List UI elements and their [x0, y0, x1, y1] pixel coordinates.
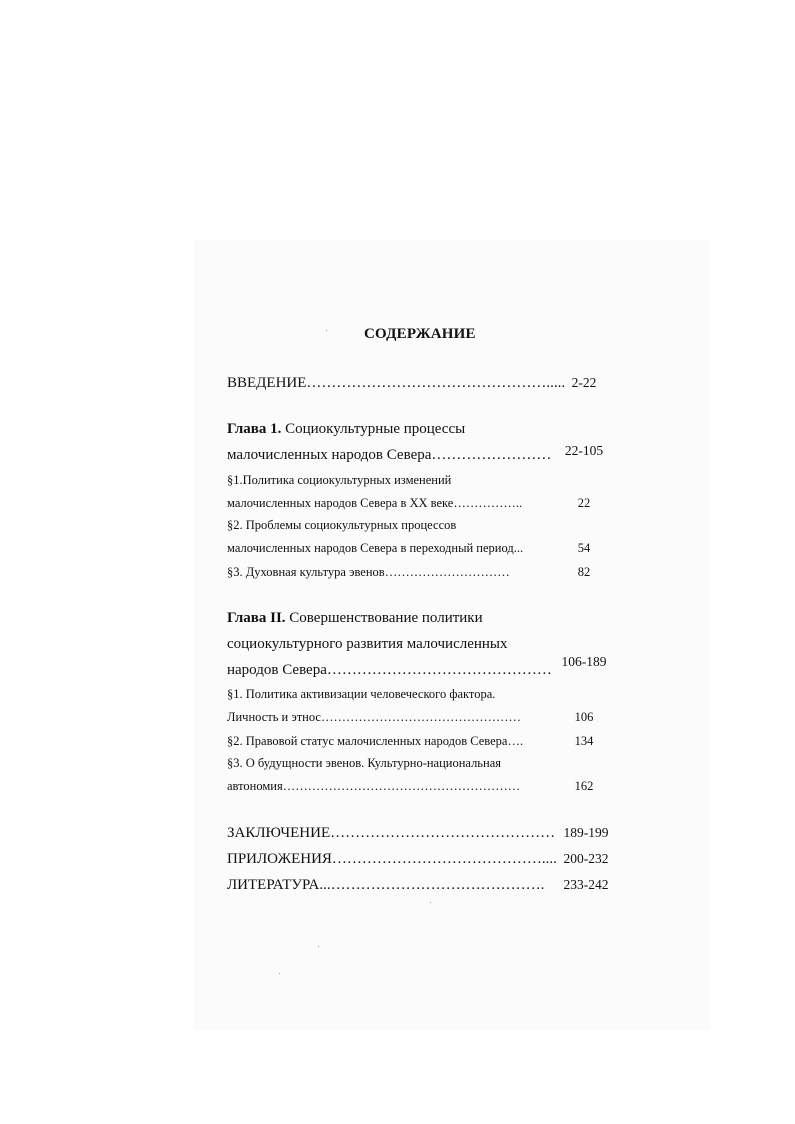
toc-dots: …………….. [453, 496, 523, 510]
toc-page-section1-1: 22 [577, 496, 591, 510]
toc-dots: …………………… [431, 447, 552, 463]
toc-page-chapter1: 22-105 [564, 443, 604, 458]
toc-dots: ………………………………………………… [282, 779, 521, 793]
chapter-number: Глава II. [227, 610, 286, 626]
toc-page-section1-2: 54 [577, 541, 591, 555]
scan-speck [279, 973, 280, 974]
toc-dots: …………………………………….... [331, 851, 557, 867]
toc-chapter1-heading [227, 422, 465, 437]
toc-page-literature: 233-242 [563, 877, 609, 892]
toc-label: ЗАКЛЮЧЕНИЕ [227, 825, 331, 841]
section-title-cont: малочисленных народов Севера в XX веке [227, 496, 454, 510]
toc-section2-3-line2 [227, 780, 520, 793]
toc-dots: ...……………………………………. [319, 877, 545, 893]
section-title-cont: Личность и этнос [227, 710, 321, 724]
chapter-title: Социокультурные процессы [285, 421, 466, 437]
toc-section2-1-line1: §1. Политика активизации человеческого фактора. [227, 687, 496, 701]
toc-page-section2-1: 106 [574, 710, 594, 724]
chapter-number: Глава 1. [227, 421, 282, 437]
toc-entry-intro [227, 376, 565, 391]
toc-section2-2: §2. Правовой статус малочисленных народов Севера…. [227, 734, 524, 748]
toc-label: ЛИТЕРАТУРА [227, 877, 320, 893]
toc-entry-appendices [227, 852, 557, 867]
toc-entry-literature [227, 878, 544, 893]
toc-section1-3 [227, 566, 510, 579]
toc-page-section1-3: 82 [577, 565, 591, 579]
toc-dots: ………………………… [384, 565, 510, 579]
toc-entry-conclusion [227, 826, 555, 841]
toc-section1-2-line1: §2. Проблемы социокультурных процессов [227, 518, 457, 532]
scan-speck [326, 330, 327, 331]
page-title: СОДЕРЖАНИЕ [364, 326, 476, 342]
toc-chapter2-line3 [227, 663, 552, 678]
toc-page-appendices: 200-232 [563, 851, 609, 866]
toc-dots: …………………………………………..... [306, 375, 566, 391]
toc-page-chapter2: 106-189 [561, 654, 607, 669]
toc-chapter1-line2 [227, 448, 551, 463]
toc-section1-2-line2: малочисленных народов Севера в переходный период... [227, 541, 524, 555]
toc-dots: ……………………………………… [330, 825, 556, 841]
toc-label: ВВЕДЕНИЕ [227, 375, 307, 391]
toc-page-section2-2: 134 [574, 734, 594, 748]
toc-dots: ……………………………………… [326, 662, 552, 678]
toc-section2-3-line1: §3. О будущности эвенов. Культурно-национальная [227, 756, 501, 770]
toc-dots: ………………………………………… [320, 710, 521, 724]
toc-section1-1-line2 [227, 497, 522, 510]
chapter-title-cont: народов Севера [227, 662, 327, 678]
toc-section2-1-line2 [227, 711, 521, 724]
toc-page-conclusion: 189-199 [563, 825, 609, 840]
section-title: §3. Духовная культура эвенов [227, 565, 385, 579]
scan-speck [430, 902, 431, 903]
chapter-title-cont: малочисленных народов Севера [227, 447, 432, 463]
toc-chapter2-heading [227, 611, 483, 626]
scanned-page [193, 240, 710, 1030]
toc-page-section2-3: 162 [574, 779, 594, 793]
toc-section1-1-line1: §1.Политика социокультурных изменений [227, 473, 452, 487]
section-title-cont: автономия [227, 779, 283, 793]
scan-speck [318, 946, 319, 947]
chapter-title: Совершенствование политики [289, 610, 483, 626]
toc-page-intro: 2-22 [571, 375, 597, 390]
toc-label: ПРИЛОЖЕНИЯ [227, 851, 332, 867]
toc-chapter2-line2: социокультурного развития малочисленных [227, 636, 508, 652]
